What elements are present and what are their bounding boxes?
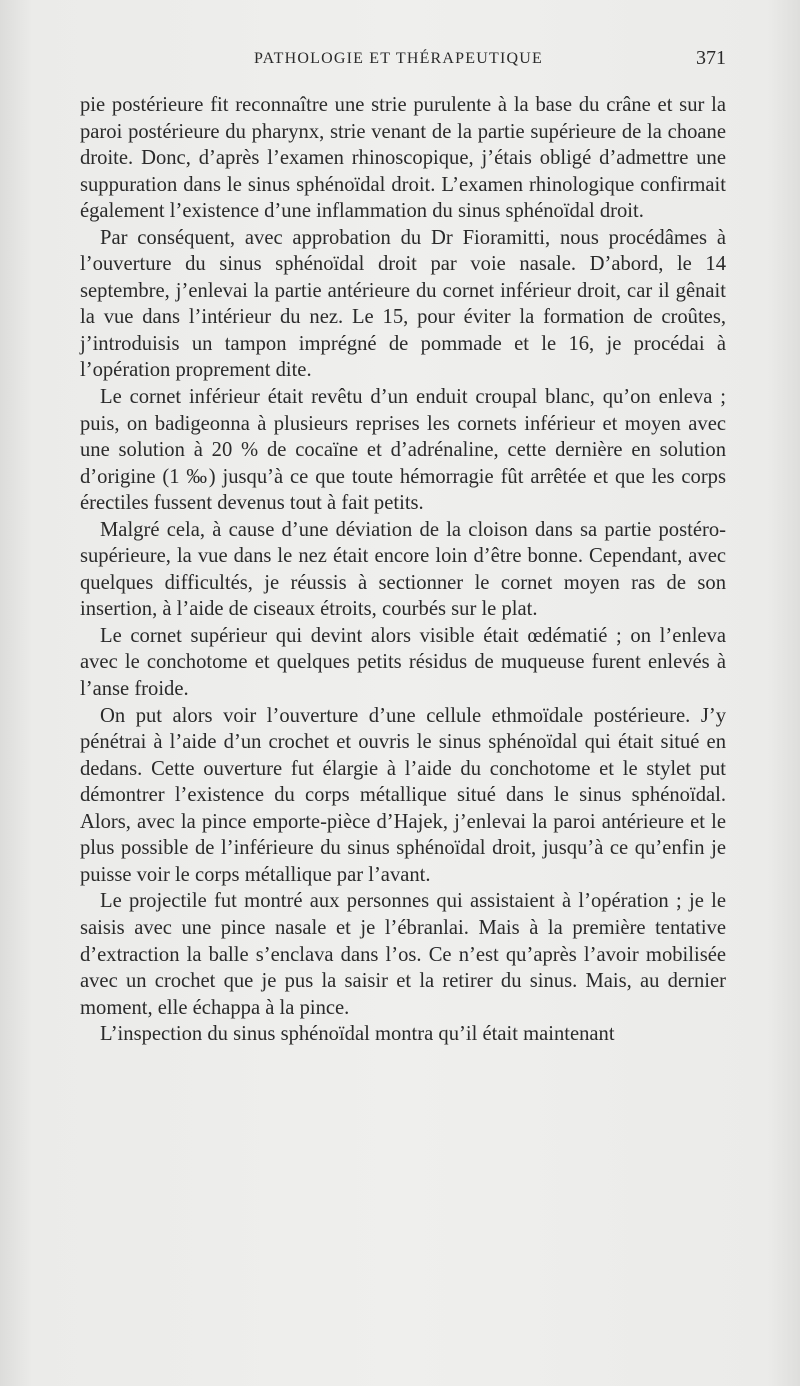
paragraph-1: pie postérieure fit reconnaître une strie purulente à la base du crâne et sur la paroi postérieure du pharynx, strie venant de la partie supérieure de la choane droite. Donc, d’après l’examen rhinoscopique, j’étais obligé d’admettre une suppuration dans le sinus sphénoïdal droit. L’examen rhinologique confirmait également l’existence d’une inflammation du sinus sphénoïdal droit. bbox=[80, 94, 726, 223]
page-number: 371 bbox=[696, 47, 726, 69]
paragraph-7: Le projectile fut montré aux personnes qui assistaient à l’opération ; je le saisis avec une pince nasale et je l’ébranlai. Mais à la première tentative d’extraction la balle s’enclava dans l’os. Ce n’est qu’après l’avoir mobilisée avec un crochet que je pus la saisir et la retirer du sinus. Mais, au dernier moment, elle échappa à la pince. bbox=[80, 890, 726, 1019]
paragraph-4: Malgré cela, à cause d’une déviation de la cloison dans sa partie postéro-supérieure, la vue dans le nez était encore loin d’être bonne. Cependant, avec quelques difficultés, je réussis à sectionner le cornet moyen ras de son insertion, à l’aide de ciseaux étroits, courbés sur le plat. bbox=[80, 518, 726, 621]
paragraph-5: Le cornet supérieur qui devint alors visible était œdématié ; on l’enleva avec le conchotome et quelques petits résidus de muqueuse furent enlevés à l’anse froide. bbox=[80, 624, 726, 701]
body-text bbox=[80, 92, 726, 1048]
paragraph-2: Par conséquent, avec approbation du Dr Fioramitti, nous procédâmes à l’ouverture du sinus sphénoïdal droit par voie nasale. D’abord, le 14 septembre, j’enlevai la partie antérieure du cornet inférieur droit, car il gênait la vue dans l’intérieur du nez. Le 15, pour éviter la formation de croûtes, j’introduisis un tampon imprégné de pommade et le 16, je procédai à l’opération proprement dite. bbox=[80, 226, 726, 382]
paragraph-6: On put alors voir l’ouverture d’une cellule ethmoïdale postérieure. J’y pénétrai à l’aide d’un crochet et ouvris le sinus sphénoïdal qui était situé en dedans. Cette ouverture fut élargie à l’aide du conchotome et le stylet put démontrer l’existence du corps métallique situé dans le sinus sphénoïdal. Alors, avec la pince emporte-pièce d’Hajek, j’enlevai la paroi antérieure et le plus possible de l’inférieure du sinus sphénoïdal droit, jusqu’à ce qu’enfin je puisse voir le corps métallique par l’avant. bbox=[80, 704, 726, 886]
page-header bbox=[80, 47, 726, 74]
running-title: PATHOLOGIE ET THÉRAPEUTIQUE bbox=[254, 50, 543, 67]
paragraph-3: Le cornet inférieur était revêtu d’un enduit croupal blanc, qu’on enleva ; puis, on badigeonna à plusieurs reprises les cornets inférieur et moyen avec une solution à 20 % de cocaïne et d’adrénaline, cette dernière en solution d’origine (1 ‰) jusqu’à ce que toute hémorragie fût arrêtée et que les corps érectiles fussent devenus tout à fait petits. bbox=[80, 386, 726, 515]
paragraph-8: L’inspection du sinus sphénoïdal montra qu’il était maintenant bbox=[100, 1023, 615, 1046]
